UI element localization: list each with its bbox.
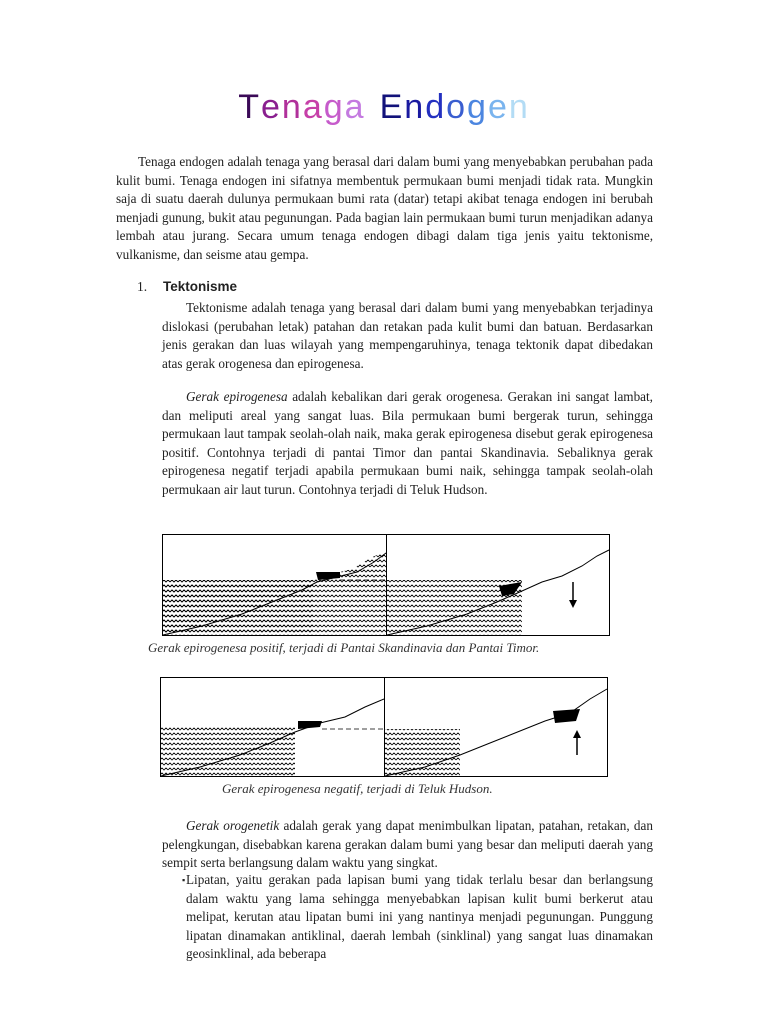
title-letter: n [508,88,530,126]
title-letter: d [425,88,447,126]
title-letter: o [446,88,468,126]
page-title [0,88,768,127]
section-title: Tektonisme [163,279,238,294]
section-number: 1. [137,279,148,294]
tektonisme-paragraph: Tektonisme adalah tenaga yang berasal dari dalam bumi yang menyebabkan terjadinya dislokasi (perubahan letak) patahan dan retakan pada kulit bumi dan batuan. Berdasarkan jenis gerakan dan luas wilayah yang mempengaruhinya, tenaga tektonik dapat dibedakan atas gerak orogenesa dan epirogenesa. [162,300,653,371]
title-letter: e [487,88,509,126]
list-item [162,871,653,964]
title-letter: a [302,88,324,126]
title-letter: T [238,88,261,126]
epirogenesa-text: adalah kebalikan dari gerak orogenesa. Gerakan ini sangat lambat, dan meliputi areal yang sangat luas. Bila permukaan bumi bergerak turun, sehingga permukaan laut tampak seolah-olah naik, maka gerak epirogenesa disebut gerak epirogenesa positif. Contohnya terjadi di pantai Timor dan pantai Skandinavia. Sebaliknya gerak epirogenesa negatif terjadi apabila permukaan bumi naik, sehingga tampak seolah-olah permukaan air laut turun. Contohnya terjadi di Teluk Hudson. [162,389,653,497]
epirogenesa-paragraph [162,388,653,499]
title-letter: g [323,88,345,126]
section-heading [137,279,237,295]
orogenetik-paragraph [162,817,653,873]
title-letter: a [344,88,366,126]
term-epirogenesa: Gerak epirogenesa [186,389,288,404]
figure1-caption: Gerak epirogenesa positif, terjadi di Pantai Skandinavia dan Pantai Timor. [148,640,540,655]
figure-epirogenesa-positif [162,534,610,636]
title-letter: e [260,88,282,126]
figure2-caption: Gerak epirogenesa negatif, terjadi di Teluk Hudson. [222,781,493,796]
bullet-icon: ▪ [182,875,186,885]
title-letter: E [379,88,405,126]
intro-paragraph: Tenaga endogen adalah tenaga yang berasal dari dalam bumi yang menyebabkan perubahan pada kulit bumi. Tenaga endogen ini sifatnya membentuk permukaan bumi menjadi tidak rata. Mungkin saja di suatu daerah dulunya permukaan bumi rata (datar) tetapi akibat tenaga endogen ini berubah menjadi gunung, bukit atau pegunungan. Pada bagian lain permukaan bumi turun menjadikan adanya lembah atau jurang. Secara umum tenaga endogen dibagi dalam tiga jenis yaitu tektonisme, vulkanisme, dan seisme atau gempa. [116,154,653,262]
figure-epirogenesa-negatif [160,677,608,777]
term-orogenetik: Gerak orogenetik [186,818,280,833]
title-letter: g [467,88,488,126]
orogenetik-text: adalah gerak yang dapat menimbulkan lipatan, patahan, retakan, dan pelengkungan, disebabkan karena gerakan dalam bumi yang besar dan meliputi daerah yang sempit serta berlangsung dalam waktu yang singkat. [162,818,653,870]
title-letter: n [281,88,303,126]
lipatan-text: Lipatan, yaitu gerakan pada lapisan bumi yang tidak terlalu besar dan berlangsung dalam waktu yang lama sehingga menyebabkan lapisan kulit bumi berkerut atau melipat, kerutan atau lipatan bumi ini yang nantinya menjadi pegunungan. Punggung lipatan dinamakan antiklinal, daerah lembah (sinklinal) yang sangat luas dinamakan geosinklinal, ada beberapa [186,872,653,961]
title-letter: n [404,88,426,126]
